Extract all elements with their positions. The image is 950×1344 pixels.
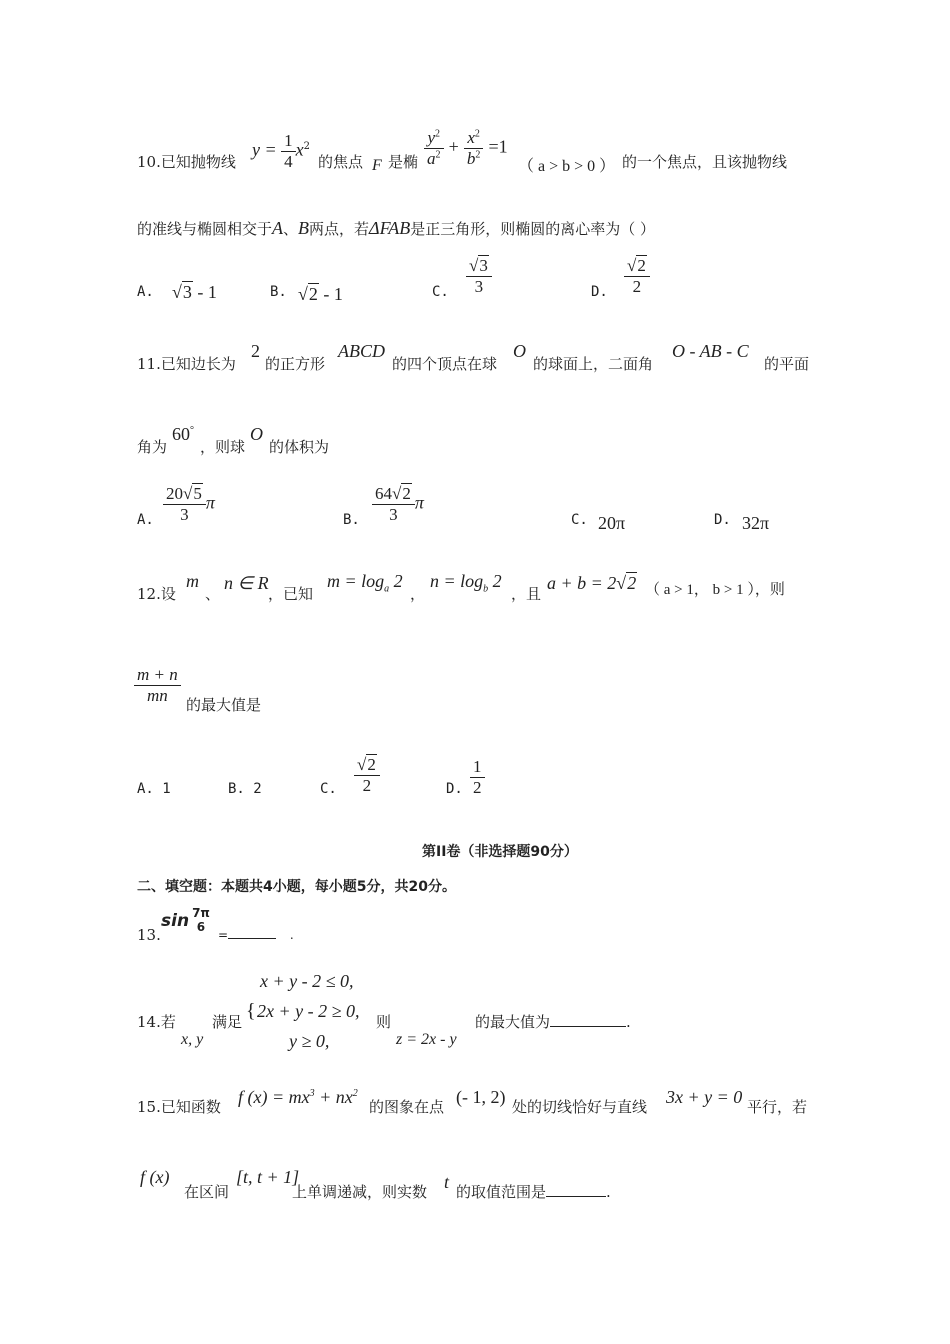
q14-tail <box>475 1011 631 1032</box>
pi: π <box>205 492 215 513</box>
q11-option-a-value: $\frac{20√5}{3}$ π <box>163 484 215 524</box>
n-in-R: n ∈ R <box>224 573 269 593</box>
ellipse-eq <box>424 128 508 168</box>
arg: 2 <box>488 571 502 591</box>
sum-expr: a + b = 2√2 <box>547 573 637 593</box>
q10-option-a-value: √3 - 1 <box>172 282 217 302</box>
q12-option-c-label: C. <box>320 781 337 797</box>
left-brace: { <box>246 1000 256 1022</box>
frac-x-b <box>464 128 484 168</box>
frac-den: 3 <box>389 504 398 524</box>
q14-text1: 若 <box>160 1013 176 1031</box>
tangent-point: (- 1, 2) <box>456 1087 506 1107</box>
q12-text4: 的最大值是 <box>186 696 262 714</box>
constraint-3: y ≥ 0, <box>289 1031 330 1051</box>
constraint-2: 2x + y - 2 ≥ 0, <box>257 1001 360 1021</box>
q15-text5: 在区间 <box>184 1183 230 1201</box>
exp3: 3 <box>309 1088 315 1099</box>
exp: 2 <box>474 128 480 140</box>
q15-text7: 的取值范围是 <box>456 1183 547 1201</box>
q14-line <box>137 1011 176 1032</box>
radicand: 2 <box>402 484 411 503</box>
exp2: 2 <box>352 1088 358 1099</box>
q10-number: 10. <box>137 153 161 171</box>
dihedral-angle: O - AB - C <box>672 341 749 361</box>
q12-fraction <box>134 665 181 705</box>
q11-option-b-label: B. <box>343 512 360 528</box>
q14-text4: 的最大值为 <box>475 1013 551 1031</box>
q13-number: 13. <box>137 926 161 944</box>
q10-option-a-label: A. <box>137 284 154 300</box>
angle-60 <box>172 424 194 445</box>
q15-number: 15. <box>137 1098 161 1116</box>
parabola-lhs: y = <box>252 139 282 160</box>
q11-line2b: ，则球 <box>200 438 246 456</box>
q15-text2: 的图象在点 <box>369 1098 445 1116</box>
q11-line2c: 的体积为 <box>269 438 330 456</box>
q15-blank <box>546 1196 606 1197</box>
q10-line1 <box>137 151 236 172</box>
section-title: 第II卷（非选择题90分） <box>422 844 578 860</box>
var-t: t <box>444 1172 450 1192</box>
q10-option-b-value: √2 - 1 <box>298 284 343 304</box>
var-x: x <box>467 128 475 147</box>
func: f (x) = mx <box>238 1087 310 1107</box>
tail: . <box>286 928 294 942</box>
q10-text3: 是椭 <box>388 153 419 171</box>
q11-text4: 的球面上，二面角 <box>533 355 654 373</box>
square-ABCD: ABCD <box>338 341 385 361</box>
q14-blank <box>550 1026 626 1027</box>
coef: 64 <box>375 484 392 503</box>
plus-nx: + nx <box>314 1087 353 1107</box>
q12-option-d-value <box>470 757 485 797</box>
frac-den: 6 <box>196 919 206 934</box>
frac-den: mn <box>146 685 168 705</box>
radicand: 2 <box>308 284 318 304</box>
coef: 20 <box>166 484 183 503</box>
radicand: 3 <box>182 282 192 302</box>
comma: ， <box>410 585 426 603</box>
tail: . <box>606 1183 611 1201</box>
q10-text2: 的焦点 <box>318 153 364 171</box>
frac-den: 2 <box>362 775 372 795</box>
q11-text5: 的平面 <box>764 355 810 373</box>
q10-line2 <box>137 218 655 239</box>
point-A: A <box>272 218 284 238</box>
frac-den: 2 <box>473 777 482 797</box>
objective-z: z = 2x - y <box>396 1031 457 1048</box>
q12-text2: ，已知 <box>268 585 314 603</box>
constraint-1: x + y - 2 ≤ 0, <box>260 971 354 991</box>
radicand: 3 <box>479 256 488 275</box>
q15-tail <box>456 1181 611 1202</box>
nlog: n = log <box>430 571 484 591</box>
radicand: 2 <box>637 256 646 275</box>
q10-condition: （ a > b > 0 ） <box>518 158 616 175</box>
q11-option-c-label: C. <box>571 512 588 528</box>
equals: = <box>218 928 229 942</box>
q14-number: 14. <box>137 1013 161 1031</box>
tail: . <box>626 1013 631 1031</box>
q11-text1: 已知边长为 <box>160 355 236 373</box>
focus-F: F <box>372 157 382 174</box>
frac-num: 7π <box>192 906 210 920</box>
pi: π <box>414 492 424 513</box>
var-b: b <box>466 148 476 168</box>
radicand: 2 <box>367 755 376 774</box>
q15-text3: 处的切线恰好与直线 <box>512 1098 648 1116</box>
q14-text2: 满足 <box>212 1013 243 1031</box>
q10-option-d-label: D. <box>591 284 608 300</box>
frac-num: m + n <box>137 665 178 684</box>
q11-text2: 的正方形 <box>265 355 326 373</box>
q12-condition: （ a > 1， b > 1 ），则 <box>645 582 785 598</box>
var-y: y <box>427 128 436 147</box>
sep: 、 <box>283 220 299 238</box>
frac-y-a <box>424 128 444 168</box>
n-log <box>430 571 502 595</box>
sphere-O2: O <box>250 424 263 444</box>
point-B: B <box>298 218 310 238</box>
q11-option-d-value: 32π <box>742 513 770 533</box>
frac-den: 4 <box>284 151 293 171</box>
frac-num: 1 <box>284 131 293 150</box>
plus: + <box>448 136 459 157</box>
side-length: 2 <box>251 341 260 361</box>
q13-answer <box>218 928 294 942</box>
q15-line1 <box>137 1096 221 1117</box>
frac-den: 3 <box>474 276 484 296</box>
arg: 2 <box>389 571 403 591</box>
q10-line2-text: 的准线与椭圆相交于 <box>137 220 273 238</box>
degree: ° <box>190 425 194 436</box>
q12-option-d-label: D. <box>446 781 463 797</box>
var-a: a <box>427 148 436 168</box>
q12-line1 <box>137 583 176 604</box>
q10-option-c-value: $\frac{√3}{3}$ <box>466 256 492 296</box>
rest: - 1 <box>192 282 217 302</box>
q10-parabola <box>252 131 310 171</box>
parabola-x: x <box>295 139 304 160</box>
base-b: b <box>483 583 489 595</box>
q11-number: 11. <box>137 355 161 373</box>
radicand: 2 <box>627 573 637 593</box>
q11-option-b-value: $\frac{64√2}{3}$ π <box>372 484 424 524</box>
frac-den: 3 <box>180 504 189 524</box>
q10-text4: 的一个焦点，且该抛物线 <box>622 153 788 171</box>
q11-line2a: 角为 <box>137 438 168 456</box>
var-m: m <box>186 571 199 591</box>
q12-text3: ，且 <box>511 585 542 603</box>
fx: f (x) <box>140 1167 170 1187</box>
q11-option-c-value: 20π <box>598 513 626 533</box>
equals-1: =1 <box>488 136 508 157</box>
q10-option-d-value: $\frac{√2}{2}$ <box>624 256 650 296</box>
q10-text: 已知抛物线 <box>160 153 236 171</box>
q14-text3: 则 <box>376 1013 392 1031</box>
q11-text3: 的四个顶点在球 <box>392 355 498 373</box>
q11-option-a-label: A. <box>137 512 154 528</box>
exp: 2 <box>435 128 441 140</box>
interval: [t, t + 1] <box>236 1167 300 1187</box>
q15-text6: 上单调递减，则实数 <box>292 1183 428 1201</box>
q11-option-d-label: D. <box>714 512 731 528</box>
triangle-FAB: ΔFAB <box>369 218 411 238</box>
parallel-line: 3x + y = 0 <box>666 1087 743 1107</box>
exp: 2 <box>475 148 481 160</box>
q12-option-c-value: $\frac{√2}{2}$ <box>354 755 380 795</box>
q10-option-c-label: C. <box>432 284 449 300</box>
q12-option-b: B. 2 <box>228 781 262 797</box>
q13-expr <box>161 907 213 935</box>
sep: 、 <box>205 585 221 603</box>
exponent: 2 <box>303 141 311 153</box>
sum: a + b = 2 <box>547 573 617 593</box>
m-log <box>327 571 403 595</box>
frac-den: 2 <box>632 276 642 296</box>
radicand: 5 <box>193 484 202 503</box>
base-a: a <box>384 583 390 595</box>
q12-number: 12. <box>137 585 161 603</box>
parabola-frac <box>281 131 296 171</box>
q15-text1: 已知函数 <box>160 1098 221 1116</box>
sphere-O: O <box>513 341 526 361</box>
q12-text1: 设 <box>160 585 176 603</box>
section-header: 二、填空题：本题共4小题，每小题5分，共20分。 <box>137 879 456 895</box>
q10-line2b: 两点，若 <box>309 220 370 238</box>
sin: sin <box>161 910 190 931</box>
q10-line2c: 是正三角形，则椭圆的离心率为（ ） <box>410 220 656 238</box>
q11-line1 <box>137 353 236 374</box>
q10-option-b-label: B. <box>270 284 287 300</box>
angle-value: 60 <box>172 424 190 444</box>
q15-text4: 平行，若 <box>747 1098 808 1116</box>
exp: 2 <box>435 148 441 160</box>
q12-option-a: A. 1 <box>137 781 171 797</box>
rest: - 1 <box>318 284 343 304</box>
frac-num: 1 <box>473 757 482 776</box>
q15-function <box>238 1087 358 1108</box>
mlog: m = log <box>327 571 385 591</box>
vars-xy: x, y <box>181 1031 204 1048</box>
q13-blank <box>228 938 276 939</box>
